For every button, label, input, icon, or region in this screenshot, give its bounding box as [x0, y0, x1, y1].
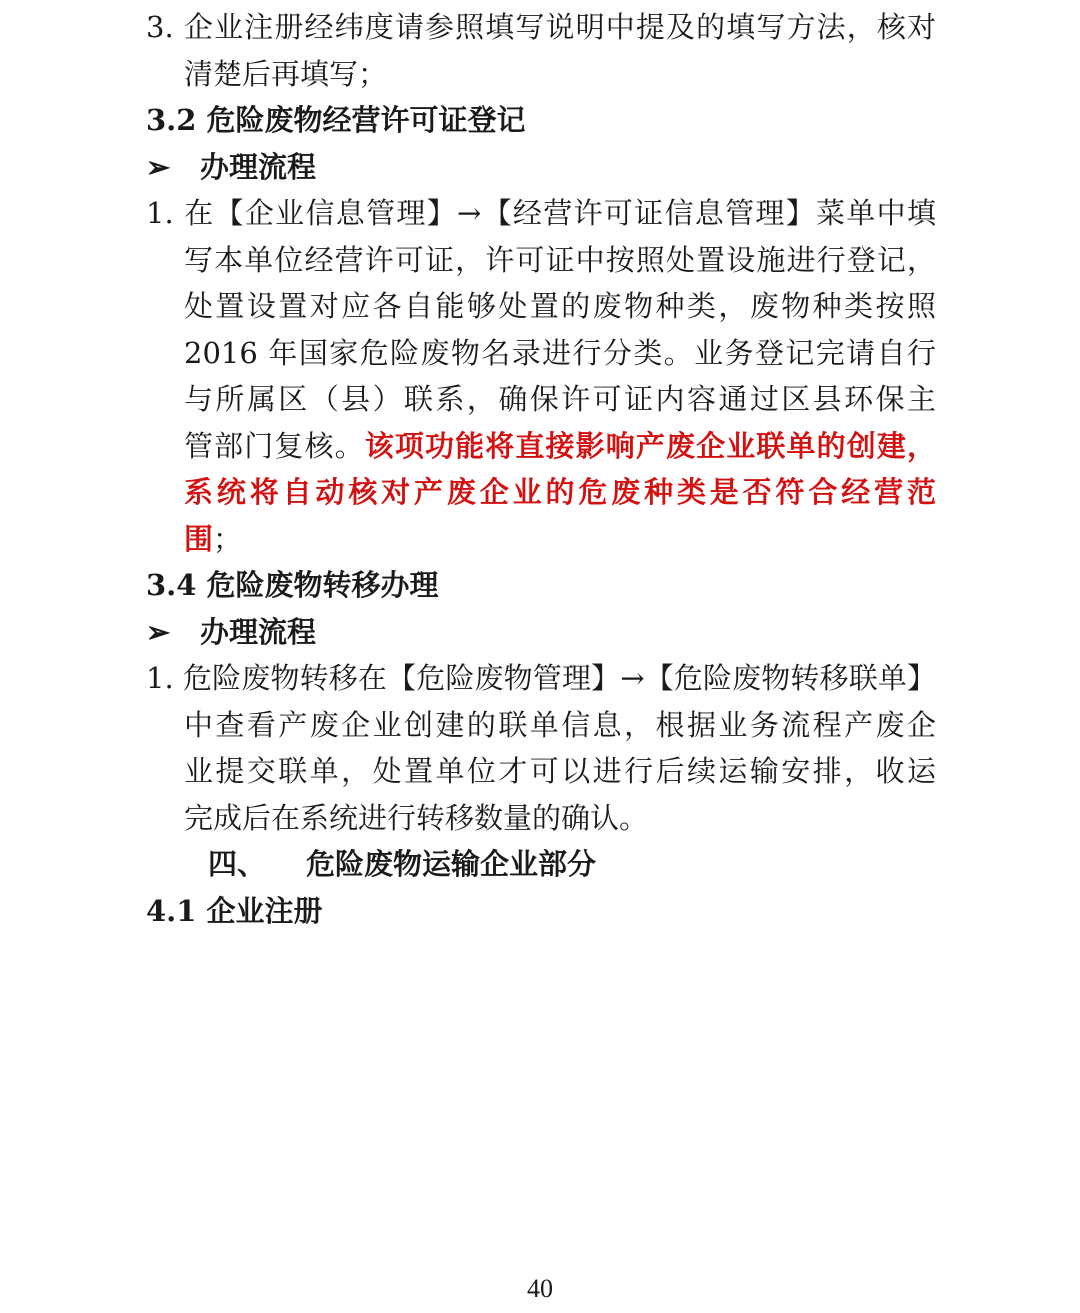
- paragraph-1-line-7: [146, 469, 936, 516]
- paragraph-1-line-8: [146, 516, 936, 563]
- page-number: 40: [527, 1274, 553, 1303]
- paragraph-1-line-6: [146, 423, 936, 470]
- bullet-heading-3-4: [146, 609, 936, 656]
- paragraph-1-line-8-highlight: 围: [184, 521, 214, 556]
- paragraph-2-line-2: 中查看产废企业创建的联单信息，根据业务流程产废企: [184, 707, 936, 742]
- section-heading-4-1: 4.1 企业注册: [146, 893, 323, 928]
- paragraph-1-line-1: 1. 在【企业信息管理】→【经营许可证信息管理】菜单中填: [146, 196, 936, 230]
- bullet-heading-3-4-text: 办理流程: [200, 614, 317, 649]
- chapter-heading-4: [146, 841, 936, 888]
- paragraph-1-line-8-plain: ；: [213, 521, 243, 556]
- section-heading-3-2: 3.2 危险废物经营许可证登记: [146, 103, 526, 137]
- chapter-4-number: 四、: [208, 847, 267, 881]
- document-body: [146, 4, 936, 934]
- bullet-heading-3-2-text: 办理流程: [200, 149, 317, 184]
- item-3-line-2: 清楚后再填写；: [184, 56, 388, 91]
- paragraph-2-line-4: 完成后在系统进行转移数量的确认。: [184, 800, 649, 835]
- paragraph-1-line-6-highlight: 该项功能将直接影响产废企业联单的创建，: [364, 428, 936, 463]
- paragraph-1-line-6-plain: 管部门复核。: [184, 428, 365, 463]
- paragraph-2-line-1: 1. 危险废物转移在【危险废物管理】→【危险废物转移联单】: [146, 661, 936, 695]
- paragraph-1-line-2: 写本单位经营许可证，许可证中按照处置设施进行登记，: [184, 242, 936, 277]
- arrow-bullet-icon: ➢: [146, 149, 171, 184]
- chapter-4-title: 危险废物运输企业部分: [306, 847, 597, 881]
- paragraph-2-line-3: 业提交联单，处置单位才可以进行后续运输安排，收运: [184, 754, 936, 788]
- paragraph-1-line-5: 与所属区（县）联系，确保许可证内容通过区县环保主: [184, 382, 936, 416]
- paragraph-1-line-3: 处置设置对应各自能够处置的废物种类，废物种类按照: [184, 289, 936, 323]
- item-3-line-1: 3. 企业注册经纬度请参照填写说明中提及的填写方法，核对: [146, 10, 936, 44]
- bullet-heading-3-2: [146, 144, 936, 191]
- paragraph-1-line-4: 2016 年国家危险废物名录进行分类。业务登记完请自行: [184, 335, 936, 370]
- paragraph-1-line-7-highlight: 系统将自动核对产废企业的危废种类是否符合经营范: [184, 475, 936, 509]
- section-heading-3-4: 3.4 危险废物转移办理: [146, 568, 439, 602]
- arrow-bullet-icon: ➢: [146, 614, 171, 649]
